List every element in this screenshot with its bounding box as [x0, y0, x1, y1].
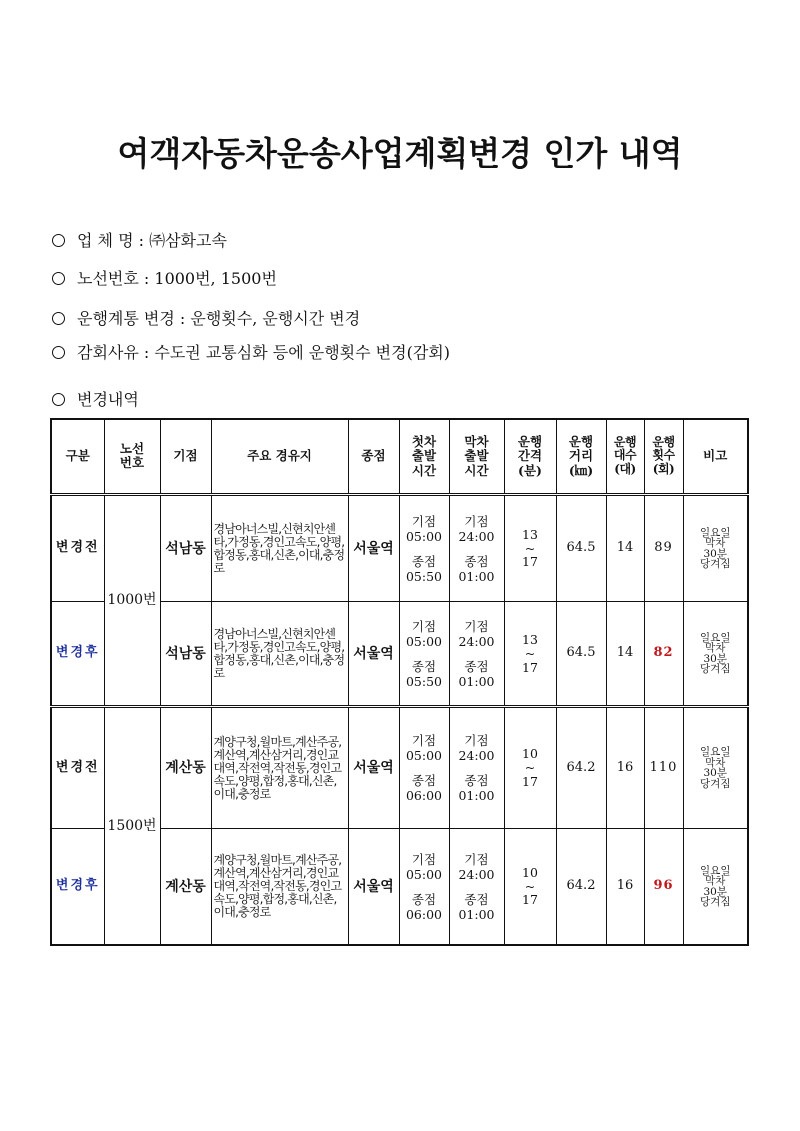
header-first: 첫차 출발 시간 — [399, 419, 449, 494]
distance-cell: 64.2 — [556, 707, 606, 829]
note-cell: 일요일 막차 30분 당겨짐 — [683, 829, 748, 945]
via-cell: 계양구청,월마트,계산주공,계산역,계산삼거리,경인교대역,작전역,작전동,경인고속도,양평,합정,홍대,신촌,이대,충정로 — [211, 829, 348, 945]
gubun-cell: 변경후 — [51, 829, 104, 945]
header-dest: 종점 — [348, 419, 399, 494]
header-origin: 기점 — [160, 419, 211, 494]
trips-cell: 96 — [644, 829, 683, 945]
interval-cell: 13 ~ 17 — [504, 602, 556, 707]
bullet-circle-icon — [52, 346, 65, 359]
info-details: 변경내역 — [52, 387, 139, 410]
header-trips: 운행 횟수 (회) — [644, 419, 683, 494]
trips-cell: 82 — [644, 602, 683, 707]
via-cell: 경남아너스빌,신현치안센타,가정동,경인고속도,양평,합정동,홍대,신촌,이대,충정로 — [211, 602, 348, 707]
header-via: 주요 경유지 — [211, 419, 348, 494]
header-distance: 운행 거리 (㎞) — [556, 419, 606, 494]
table-row — [51, 494, 748, 602]
trips-cell: 89 — [644, 494, 683, 602]
dest-cell: 서울역 — [348, 829, 399, 945]
info-route-no: 노선번호 : 1000번, 1500번 — [52, 266, 277, 289]
distance-cell: 64.5 — [556, 602, 606, 707]
info-reason: 감회사유 : 수도권 교통심화 등에 운행횟수 변경(감회) — [52, 340, 450, 363]
origin-cell: 석남동 — [160, 494, 211, 602]
table-row — [51, 707, 748, 829]
table-header-row — [51, 419, 748, 494]
bullet-circle-icon — [52, 234, 65, 247]
first-time-cell: 기점 05:00 종점 06:00 — [399, 707, 449, 829]
distance-cell: 64.5 — [556, 494, 606, 602]
origin-cell: 계산동 — [160, 829, 211, 945]
info-change: 운행계통 변경 : 운행횟수, 운행시간 변경 — [52, 306, 360, 329]
header-interval: 운행 간격 (분) — [504, 419, 556, 494]
vehicles-cell: 16 — [606, 707, 644, 829]
bullet-circle-icon — [52, 312, 65, 325]
vehicles-cell: 16 — [606, 829, 644, 945]
note-cell: 일요일 막차 30분 당겨짐 — [683, 494, 748, 602]
note-cell: 일요일 막차 30분 당겨짐 — [683, 602, 748, 707]
dest-cell: 서울역 — [348, 602, 399, 707]
distance-cell: 64.2 — [556, 829, 606, 945]
header-note: 비고 — [683, 419, 748, 494]
header-vehicles: 운행 대수 (대) — [606, 419, 644, 494]
page-title: 여객자동차운송사업계획변경 인가 내역 — [117, 134, 683, 173]
gubun-cell: 변경전 — [51, 494, 104, 602]
last-time-cell: 기점 24:00 종점 01:00 — [449, 602, 504, 707]
interval-cell: 13 ~ 17 — [504, 494, 556, 602]
vehicles-cell: 14 — [606, 602, 644, 707]
gubun-cell: 변경전 — [51, 707, 104, 829]
route-number-cell: 1000번 — [104, 494, 160, 706]
bullet-circle-icon — [52, 272, 65, 285]
first-time-cell: 기점 05:00 종점 06:00 — [399, 829, 449, 945]
last-time-cell: 기점 24:00 종점 01:00 — [449, 707, 504, 829]
via-cell: 계양구청,월마트,계산주공,계산역,계산삼거리,경인교대역,작전역,작전동,경인고속도,양평,합정,홍대,신촌,이대,충정로 — [211, 707, 348, 829]
vehicles-cell: 14 — [606, 494, 644, 602]
bullet-circle-icon — [52, 393, 65, 406]
trips-cell: 110 — [644, 707, 683, 829]
info-company: 업 체 명 : ㈜삼화고속 — [52, 228, 227, 251]
dest-cell: 서울역 — [348, 707, 399, 829]
first-time-cell: 기점 05:00 종점 05:50 — [399, 602, 449, 707]
first-time-cell: 기점 05:00 종점 05:50 — [399, 494, 449, 602]
origin-cell: 계산동 — [160, 707, 211, 829]
interval-cell: 10 ~ 17 — [504, 829, 556, 945]
header-gubun: 구분 — [51, 419, 104, 494]
dest-cell: 서울역 — [348, 494, 399, 602]
interval-cell: 10 ~ 17 — [504, 707, 556, 829]
change-table — [50, 418, 749, 946]
note-cell: 일요일 막차 30분 당겨짐 — [683, 707, 748, 829]
last-time-cell: 기점 24:00 종점 01:00 — [449, 829, 504, 945]
origin-cell: 석남동 — [160, 602, 211, 707]
via-cell: 경남아너스빌,신현치안센타,가정동,경인고속도,양평,합정동,홍대,신촌,이대,충정로 — [211, 494, 348, 602]
header-last: 막차 출발 시간 — [449, 419, 504, 494]
route-number-cell: 1500번 — [104, 707, 160, 945]
header-route: 노선 번호 — [104, 419, 160, 494]
last-time-cell: 기점 24:00 종점 01:00 — [449, 494, 504, 602]
gubun-cell: 변경후 — [51, 602, 104, 707]
